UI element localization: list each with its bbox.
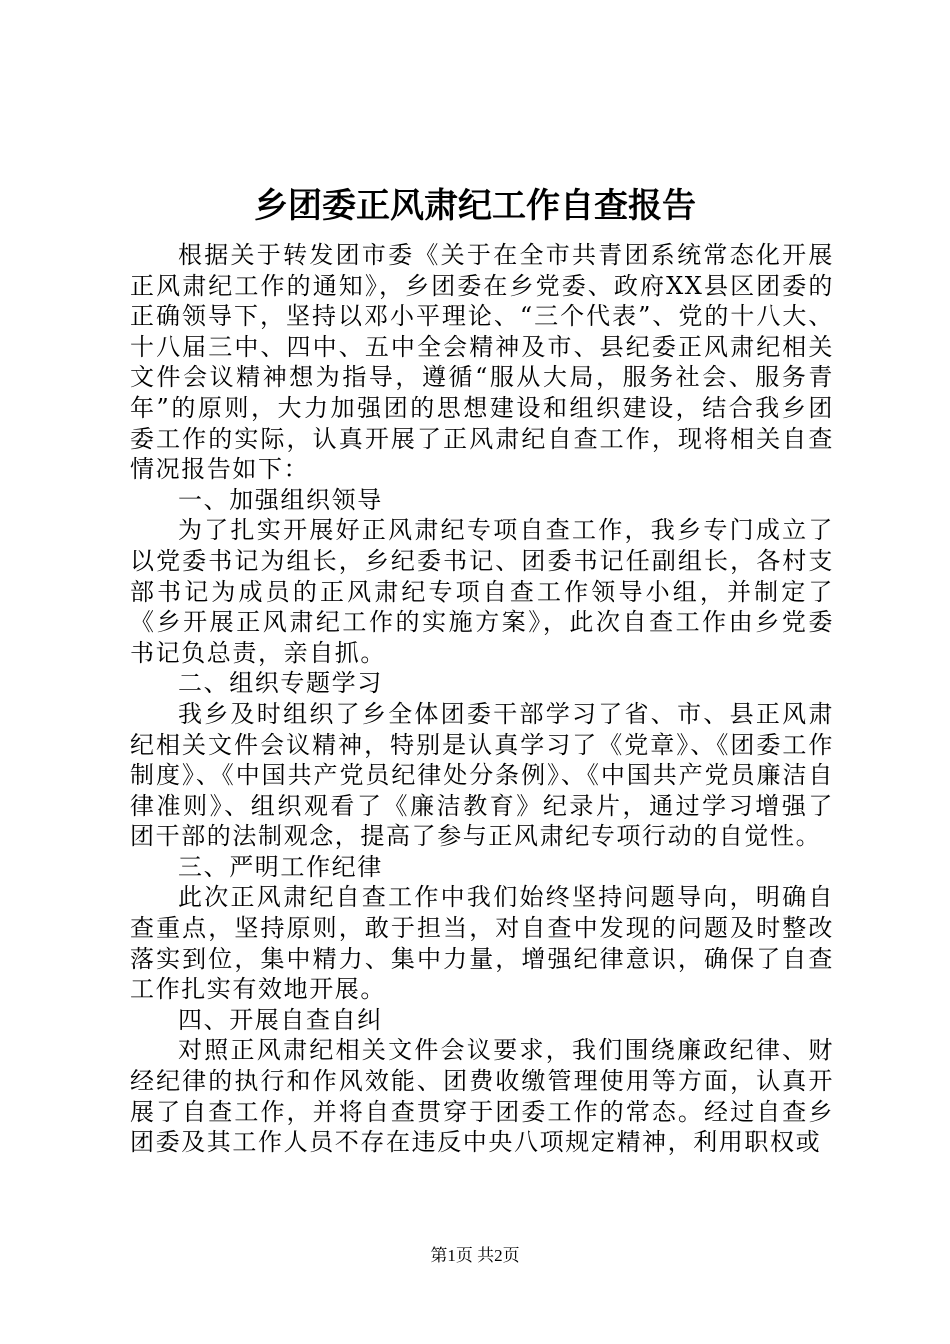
section-heading-1: 一、加强组织领导 — [178, 485, 383, 514]
document-body — [130, 240, 834, 1158]
section-heading-3: 三、严明工作纪律 — [178, 852, 383, 881]
paragraph-section-4: 对照正风肃纪相关文件会议要求，我们围绕廉政纪律、财经纪律的执行和作风效能、团费收缴管理使用等方面，认真开展了自查工作，并将自查贯穿于团委工作的常态。经过自查乡团委及其工作人员不存在违反中央八项规定精神，利用职权或 — [130, 1036, 834, 1157]
paragraph-intro: 根据关于转发团市委《关于在全市共青团系统常态化开展正风肃纪工作的通知》，乡团委在乡党委、政府XX县区团委的正确领导下，坚持以邓小平理论、“三个代表”、党的十八大、十八届三中、四中、五中全会精神及市、县纪委正风肃纪相关文件会议精神想为指导，遵循“服从大局，服务社会、服务青年”的原则，大力加强团的思想建设和组织建设，结合我乡团委工作的实际，认真开展了正风肃纪自查工作，现将相关自查情况报告如下： — [130, 241, 834, 484]
section-heading-4: 四、开展自查自纠 — [178, 1005, 383, 1034]
page-footer: 第1页 共2页 — [430, 1246, 520, 1265]
paragraph-section-3: 此次正风肃纪自查工作中我们始终坚持问题导向，明确自查重点，坚持原则，敢于担当，对自查中发现的问题及时整改落实到位，集中精力、集中力量，增强纪律意识，确保了自查工作扎实有效地开展。 — [130, 883, 834, 1004]
paragraph-section-2: 我乡及时组织了乡全体团委干部学习了省、市、县正风肃纪相关文件会议精神，特别是认真学习了《党章》、《团委工作制度》、《中国共产党员纪律处分条例》、《中国共产党员廉洁自律准则》、组织观看了《廉洁教育》纪录片，通过学习增强了团干部的法制观念，提高了参与正风肃纪专项行动的自觉性。 — [130, 699, 834, 851]
section-heading-2: 二、组织专题学习 — [178, 669, 383, 698]
document-title: 乡团委正风肃纪工作自查报告 — [254, 186, 696, 226]
paragraph-section-1: 为了扎实开展好正风肃纪专项自查工作，我乡专门成立了以党委书记为组长，乡纪委书记、团委书记任副组长，各村支部书记为成员的正风肃纪专项自查工作领导小组，并制定了《乡开展正风肃纪工作的实施方案》，此次自查工作由乡党委书记负总责，亲自抓。 — [130, 516, 834, 667]
